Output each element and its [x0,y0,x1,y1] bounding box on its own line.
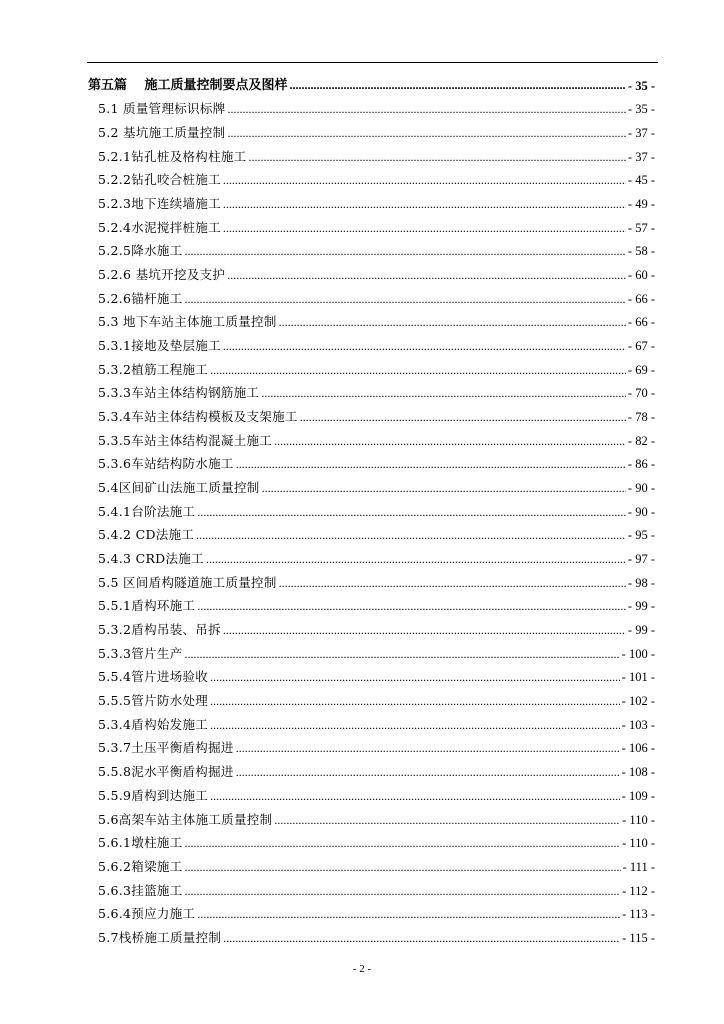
toc-entry-title: 第五篇 施工质量控制要点及图样 [88,77,288,93]
toc-entry[interactable] [88,733,655,757]
toc-entry-part[interactable] [88,70,655,94]
toc-entry[interactable] [88,165,655,189]
toc-entry-page: - 86 - [627,457,655,472]
toc-entry-title: 5.3.3车站主体结构钢筋施工 [98,385,260,401]
toc-entry[interactable] [88,259,655,283]
toc-entry-title: 5.3.6车站结构防水施工 [98,456,234,472]
toc-entry-page: - 115 - [622,930,655,945]
toc-entry[interactable] [88,875,655,899]
toc-entry-title: 5.6高架车站主体施工质量控制 [98,811,273,827]
toc-entry-title: 5.5.1盾构环施工 [98,598,196,614]
toc-entry-title: 5.4.2 CD法施工 [98,527,195,543]
toc-entry-page: - 101 - [621,670,655,685]
toc-entry-page: - 102 - [621,694,655,709]
toc-dot-leader [210,693,620,709]
toc-entry-title: 5.3.4盾构始发施工 [98,716,209,732]
toc-entry[interactable] [88,685,655,709]
toc-entry[interactable] [88,709,655,733]
toc-entry[interactable] [88,472,655,496]
toc-entry-title: 5.2.5降水施工 [98,243,183,259]
toc-dot-leader [261,385,626,401]
toc-entry[interactable] [88,496,655,520]
toc-entry-title: 5.5.9盾构到达施工 [98,787,209,803]
toc-dot-leader [210,717,620,733]
toc-dot-leader [274,433,626,449]
toc-entry-title: 5.6.2箱梁施工 [98,858,183,874]
toc-dot-leader [227,125,625,141]
toc-entry[interactable] [88,614,655,638]
toc-entry[interactable] [88,94,655,118]
toc-entry-page: - 82 - [627,433,655,448]
toc-dot-leader [196,527,626,543]
toc-entry-title: 5.6.3挂篮施工 [98,882,183,898]
toc-entry-title: 5.1 质量管理标识标牌 [98,101,226,117]
toc-entry-title: 5.5.8泥水平衡盾构掘进 [98,764,234,780]
toc-dot-leader [185,243,626,259]
toc-entry[interactable] [88,899,655,923]
header-rule [87,62,658,63]
toc-entry-page: - 49 - [627,197,655,212]
toc-entry-title: 5.6.4预应力施工 [98,906,196,922]
toc-entry[interactable] [88,520,655,544]
toc-entry[interactable] [88,188,655,212]
toc-entry-page: - 111 - [622,859,655,874]
toc-entry-page: - 110 - [622,812,655,827]
toc-entry[interactable] [88,283,655,307]
toc-entry-title: 5.2.3地下连续墙施工 [98,196,221,212]
toc-entry[interactable] [88,662,655,686]
toc-entry-page: - 97 - [627,552,655,567]
toc-entry-title: 5.7栈桥施工质量控制 [98,929,222,945]
toc-entry-title: 5.5.5管片防水处理 [98,693,209,709]
toc-dot-leader [210,362,626,378]
toc-dot-leader [185,646,620,662]
toc-entry-title: 5.3.2盾构吊装、吊拆 [98,622,221,638]
toc-entry-page: - 78 - [627,410,655,425]
toc-entry-title: 5.5 区间盾构隧道施工质量控制 [98,574,277,590]
toc-entry-page: - 35 - [627,78,655,93]
toc-entry-title: 5.2.1钻孔桩及格构柱施工 [98,148,247,164]
toc-entry-page: - 45 - [627,173,655,188]
toc-dot-leader [223,172,626,188]
toc-entry-title: 5.3.1接地及垫层施工 [98,338,221,354]
toc-dot-leader [197,906,620,922]
toc-entry[interactable] [88,354,655,378]
toc-dot-leader [227,267,626,283]
toc-entry-title: 5.2 基坑施工质量控制 [98,125,226,141]
toc-entry[interactable] [88,543,655,567]
toc-entry-page: - 100 - [621,646,655,661]
toc-dot-leader [279,575,626,591]
toc-entry-title: 5.2.6锚杆施工 [98,290,183,306]
toc-entry-page: - 112 - [622,883,655,898]
toc-dot-leader [223,622,626,638]
toc-entry-title: 5.4.1台阶法施工 [98,503,196,519]
toc-entry[interactable] [88,141,655,165]
toc-dot-leader [210,788,620,804]
toc-entry-title: 5.2.4水泥搅拌桩施工 [98,219,221,235]
page-number-footer: - 2 - [352,963,372,975]
toc-entry-page: - 106 - [621,741,655,756]
toc-entry[interactable] [88,828,655,852]
toc-entry-page: - 110 - [622,836,655,851]
toc-entry-title: 5.2.6 基坑开挖及支护 [98,267,226,283]
toc-entry[interactable] [88,804,655,828]
toc-entry-page: - 37 - [627,126,655,141]
toc-dot-leader [185,291,626,307]
toc-entry[interactable] [88,638,655,662]
toc-dot-leader [249,149,626,165]
toc-dot-leader [185,835,621,851]
toc-entry-page: - 70 - [627,386,655,401]
toc-entry[interactable] [88,401,655,425]
toc-entry[interactable] [88,567,655,591]
toc-entry-title: 5.3.4车站主体结构模板及支架施工 [98,409,298,425]
toc-entry[interactable] [88,922,655,946]
toc-entry-page: - 35 - [627,102,655,117]
toc-dot-leader [236,456,626,472]
toc-dot-leader [279,314,626,330]
toc-dot-leader [185,859,621,875]
toc-dot-leader [197,504,626,520]
toc-entry-page: - 60 - [627,268,655,283]
toc-entry-page: - 90 - [627,481,655,496]
toc-entry-page: - 109 - [621,788,655,803]
toc-dot-leader [274,812,620,828]
toc-dot-leader [236,740,620,756]
toc-entry-title: 5.5.4管片进场验收 [98,669,209,685]
toc-entry[interactable] [88,591,655,615]
toc-dot-leader [300,409,626,425]
toc-entry-title: 5.3.3管片生产 [98,645,183,661]
toc-entry-title: 5.3 地下车站主体施工质量控制 [98,314,277,330]
toc-dot-leader [227,101,625,117]
toc-entry-page: - 108 - [621,765,655,780]
toc-entry-page: - 98 - [627,575,655,590]
toc-dot-leader [206,551,626,567]
toc-entry-page: - 67 - [627,339,655,354]
toc-entry-title: 5.4区间矿山法施工质量控制 [98,480,260,496]
table-of-contents [88,70,655,946]
toc-entry-page: - 66 - [627,315,655,330]
toc-entry[interactable] [88,425,655,449]
toc-entry[interactable] [88,756,655,780]
toc-entry[interactable] [88,851,655,875]
toc-dot-leader [223,196,626,212]
toc-entry[interactable] [88,307,655,331]
toc-entry[interactable] [88,378,655,402]
toc-entry-title: 5.4.3 CRD法施工 [98,551,204,567]
toc-entry-page: - 57 - [627,220,655,235]
toc-dot-leader [223,220,626,236]
toc-entry-title: 5.6.1墩柱施工 [98,835,183,851]
toc-entry-page: - 37 - [627,149,655,164]
toc-entry[interactable] [88,780,655,804]
toc-entry-title: 5.3.5车站主体结构混凝土施工 [98,432,273,448]
toc-entry[interactable] [88,117,655,141]
toc-entry-page: - 103 - [621,717,655,732]
toc-entry[interactable] [88,236,655,260]
toc-dot-leader [223,338,626,354]
toc-dot-leader [290,77,626,94]
toc-entry-title: 5.3.7土压平衡盾构掘进 [98,740,234,756]
toc-entry-page: - 113 - [622,907,655,922]
toc-entry-page: - 99 - [627,599,655,614]
toc-entry-title: 5.2.2钻孔咬合桩施工 [98,172,221,188]
toc-entry-page: - 99 - [627,623,655,638]
toc-dot-leader [262,480,626,496]
toc-dot-leader [223,930,620,946]
toc-dot-leader [210,669,620,685]
toc-dot-leader [185,883,621,899]
toc-entry-page: - 58 - [627,244,655,259]
toc-entry-page: - 95 - [627,528,655,543]
toc-dot-leader [197,598,626,614]
toc-entry-page: - 69 - [627,362,655,377]
toc-entry-page: - 90 - [627,504,655,519]
toc-entry[interactable] [88,449,655,473]
toc-entry-title: 5.3.2植筋工程施工 [98,361,209,377]
toc-entry[interactable] [88,330,655,354]
toc-dot-leader [236,764,620,780]
toc-entry-page: - 66 - [627,291,655,306]
toc-entry[interactable] [88,212,655,236]
